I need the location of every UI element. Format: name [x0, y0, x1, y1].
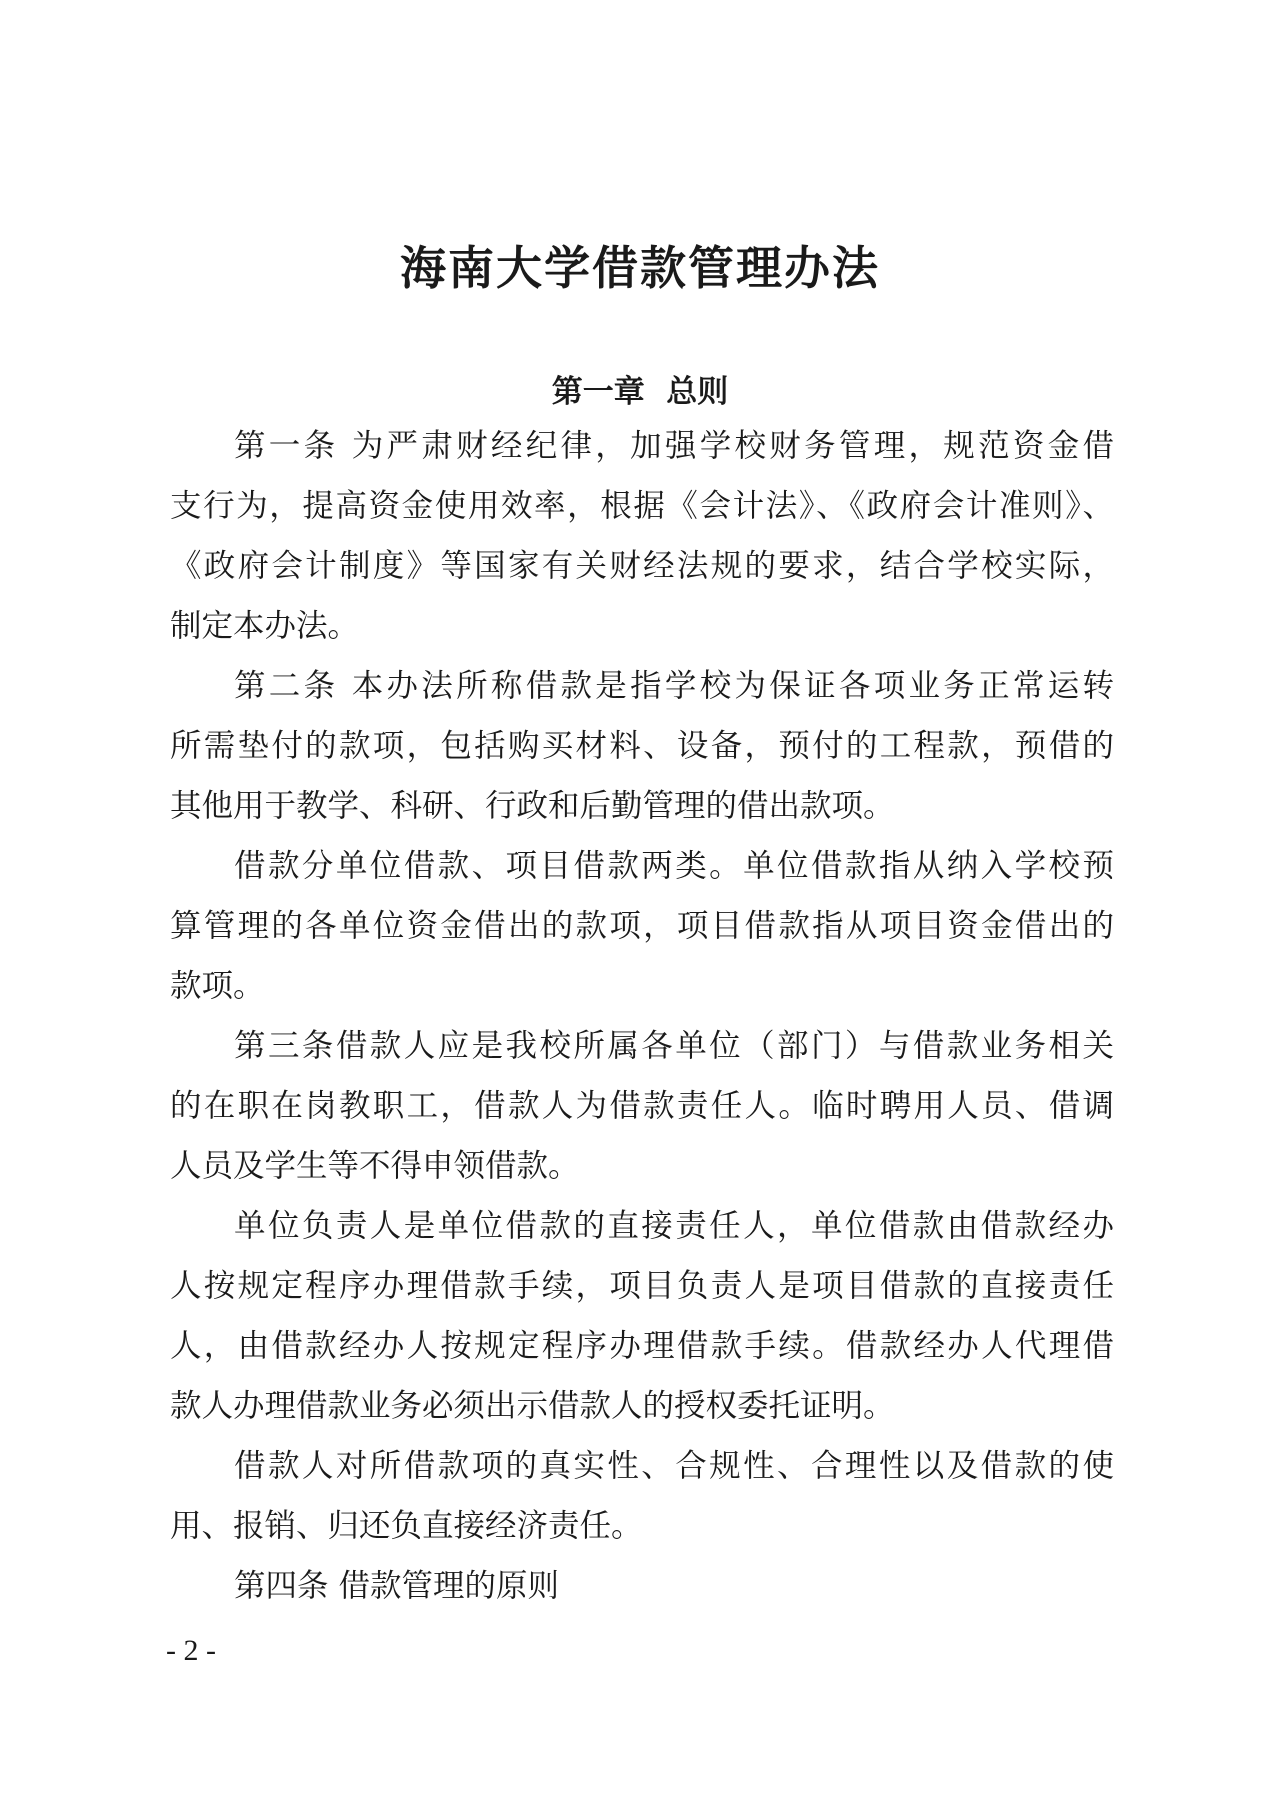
text-line: 第一条 为严肃财经纪律，加强学校财务管理，规范资金借: [234, 428, 1114, 464]
page-number: - 2 -: [166, 1634, 216, 1667]
text-line: 支行为，提高资金使用效率，根据《会计法》、《政府会计准则》、: [170, 488, 1114, 524]
text-line: 制定本办法。: [170, 608, 360, 644]
text-line: 人员及学生等不得申领借款。: [170, 1148, 580, 1184]
text-line: 借款人对所借款项的真实性、合规性、合理性以及借款的使: [234, 1448, 1114, 1484]
text-line: 算管理的各单位资金借出的款项，项目借款指从项目资金借出的: [170, 908, 1114, 944]
text-line: 用、报销、归还负直接经济责任。: [170, 1508, 643, 1544]
document-body: [170, 416, 1114, 1616]
text-line: 单位负责人是单位借款的直接责任人，单位借款由借款经办: [234, 1208, 1114, 1244]
chapter-heading: 第一章 总则: [551, 374, 729, 410]
text-line: 人按规定程序办理借款手续，项目负责人是项目借款的直接责任: [170, 1268, 1114, 1304]
text-line: 第三条借款人应是我校所属各单位（部门）与借款业务相关: [234, 1028, 1114, 1064]
text-line: 人，由借款经办人按规定程序办理借款手续。借款经办人代理借: [170, 1328, 1114, 1364]
text-line: 第二条 本办法所称借款是指学校为保证各项业务正常运转: [234, 668, 1114, 704]
text-line: 其他用于教学、科研、行政和后勤管理的借出款项。: [170, 788, 895, 824]
text-line: 借款分单位借款、项目借款两类。单位借款指从纳入学校预: [234, 848, 1114, 884]
text-line: 《政府会计制度》等国家有关财经法规的要求，结合学校实际，: [170, 548, 1114, 584]
text-line: 款项。: [170, 968, 265, 1004]
document-title: 海南大学借款管理办法: [400, 241, 880, 295]
text-line: 所需垫付的款项，包括购买材料、设备，预付的工程款，预借的: [170, 728, 1114, 764]
text-line: 第四条 借款管理的原则: [234, 1568, 560, 1604]
text-line: 的在职在岗教职工，借款人为借款责任人。临时聘用人员、借调: [170, 1088, 1114, 1124]
text-line: 款人办理借款业务必须出示借款人的授权委托证明。: [170, 1388, 895, 1424]
